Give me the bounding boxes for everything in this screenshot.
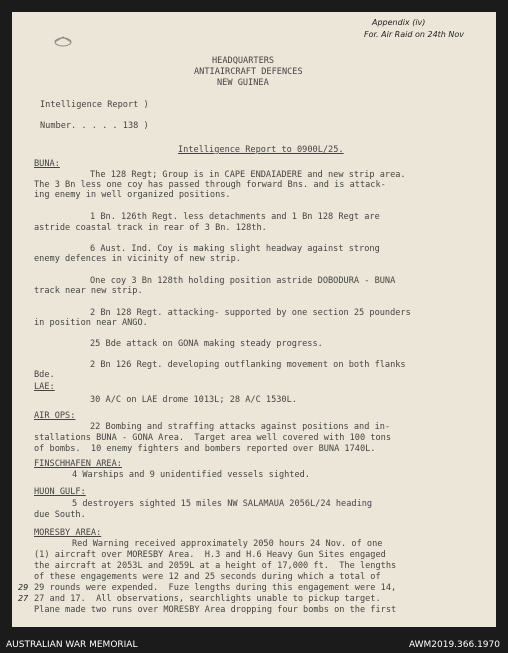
buna-line: 2 Bn 128 Regt. attacking- supported by one section 25 pounders	[90, 308, 411, 318]
report-title: Intelligence Report to 0900L/25.	[178, 145, 344, 155]
buna-line: 6 Aust. Ind. Coy is making slight headway against strong	[90, 244, 380, 254]
section-heading-air-ops: AIR OPS:	[34, 411, 76, 421]
moresby-line: Red Warning received approximately 2050 hours 24 Nov. of one	[72, 539, 383, 549]
header-line-1: HEADQUARTERS	[212, 56, 275, 66]
finschhafen-line: 4 Warships and 9 unidentified vessels sighted.	[72, 470, 310, 480]
air-ops-line: stallations BUNA - GONA Area. Target area well covered with 100 tons	[34, 433, 391, 443]
air-ops-line: 22 Bombing and straffing attacks against positions and in-	[90, 422, 391, 432]
buna-line: The 128 Regt; Group is in CAPE ENDAIADERE and new strip area.	[90, 170, 406, 180]
header-line-2: ANTIAIRCRAFT DEFENCES	[194, 67, 303, 77]
footer-credit: AUSTRALIAN WAR MEMORIAL	[6, 640, 138, 650]
huon-gulf-line: 5 destroyers sighted 15 miles NW SALAMAUA 2056L/24 heading	[72, 499, 373, 509]
moresby-line: Plane made two runs over MORESBY Area dropping four bombs on the first	[34, 605, 397, 615]
footer-reference: AWM2019.366.1970	[408, 640, 500, 650]
section-heading-moresby: MORESBY AREA:	[34, 528, 102, 538]
buna-line: in position near ANGO.	[34, 318, 148, 328]
lae-line: 30 A/C on LAE drome 1013L; 28 A/C 1530L.	[90, 395, 297, 405]
handwritten-annotation-1: Appendix (iv)	[372, 18, 426, 27]
footer-bar	[0, 638, 508, 653]
moresby-line: 29 rounds were expended. Fuze lengths during this engagement were 14,	[34, 583, 397, 593]
moresby-line: of these engagements were 12 and 25 seconds during which a total of	[34, 572, 381, 582]
air-ops-line: of bombs. 10 enemy fighters and bombers reported over BUNA 1740L.	[34, 444, 376, 454]
report-label: Intelligence Report )	[40, 100, 149, 110]
moresby-line: the aircraft at 2053L and 2059L at a height of 17,000 ft. The lengths	[34, 561, 397, 571]
buna-line: astride coastal track in rear of 3 Bn. 128th.	[34, 223, 267, 233]
buna-line: The 3 Bn less one coy has passed through forward Bns. and is attack-	[34, 180, 386, 190]
huon-gulf-line: due South.	[34, 510, 86, 520]
buna-line: One coy 3 Bn 128th holding position astride DOBODURA - BUNA	[90, 276, 396, 286]
margin-note: 29	[18, 583, 29, 592]
header-line-3: NEW GUINEA	[217, 78, 269, 88]
section-heading-huon-gulf: HUON GULF:	[34, 487, 86, 497]
section-heading-lae: LAE:	[34, 382, 55, 392]
crest-icon	[52, 34, 74, 48]
handwritten-annotation-2: For. Air Raid on 24th Nov	[364, 30, 465, 39]
moresby-line: (1) aircraft over MORESBY Area. H.3 and H.6 Heavy Gun Sites engaged	[34, 550, 386, 560]
moresby-line: 27 and 17. All observations, searchlights unable to pickup target.	[34, 594, 381, 604]
buna-line: ing enemy in well organized positions.	[34, 190, 231, 200]
section-heading-finschhafen: FINSCHHAFEN AREA:	[34, 459, 122, 469]
buna-line: 2 Bn 126 Regt. developing outflanking movement on both flanks	[90, 360, 406, 370]
section-heading-buna: BUNA:	[34, 159, 60, 169]
buna-line: 1 Bn. 126th Regt. less detachments and 1 Bn 128 Regt are	[90, 212, 380, 222]
buna-line: enemy defences in vicinity of new strip.	[34, 254, 241, 264]
buna-line: 25 Bde attack on GONA making steady progress.	[90, 339, 323, 349]
buna-line: Bde.	[34, 370, 55, 380]
report-number: Number. . . . . 138 )	[40, 121, 149, 131]
buna-line: track near new strip.	[34, 286, 143, 296]
margin-note: 27	[18, 594, 29, 603]
document-page	[12, 12, 496, 627]
